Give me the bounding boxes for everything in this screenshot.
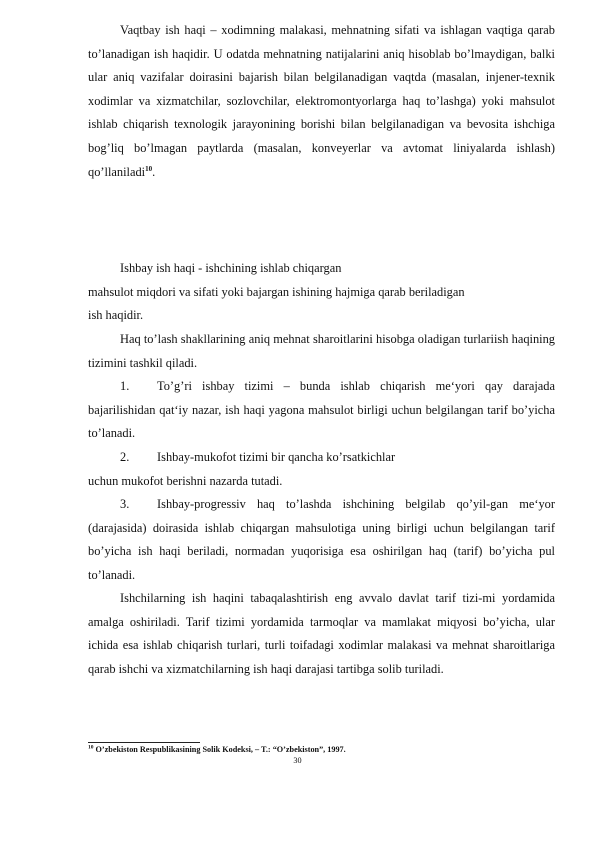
- list-item-2-line-1: [88, 446, 555, 470]
- list-item-1-text: To’g’ri ishbay tizimi – bunda ishlab chiqarish me‘yori qay darajada bajarilishidan qat‘iy nazar, ish haqi yagona mahsulot birligi uchun belgilangan tarif bo’yicha to’lanadi.: [88, 379, 555, 441]
- list-item-3-text: Ishbay-progressiv haq to’lashda ishchining belgilab qo’yil-gan me‘yor (darajasida) doirasida ishlab chiqargan mahsulotiga uning birligi uchun belgilangan tarif bo’yicha ish haqi beriladi, normadan yuqorisiga esa oshirilgan haq (tarif) bo’yicha pul to’lanadi.: [88, 497, 555, 582]
- list-item-2-text-line-1: Ishbay-mukofot tizimi bir qancha ko’rsatkichlar: [157, 450, 396, 464]
- paragraph-ishbay-line-3: ish haqidir.: [88, 308, 144, 323]
- footnote-divider: [88, 742, 200, 743]
- paragraph-vaqtbay-end: .: [152, 164, 156, 179]
- paragraph-ishbay-line-1: Ishbay ish haqi - ishchining ishlab chiqargan: [120, 261, 342, 275]
- list-item-1: [88, 375, 555, 446]
- paragraph-vaqtbay: [88, 19, 555, 184]
- footnote-number: 10: [88, 744, 94, 751]
- paragraph-haq-turlari: Haq to’lash shakllarining aniq mehnat sharoitlarini hisobga oladigan turlariish haqining tizimini tashkil qiladi.: [88, 332, 555, 370]
- footnote-text: O’zbekiston Respublikasining Solik Kodeksi, – T.: “O’zbekiston”, 1997.: [93, 745, 346, 754]
- list-item-2-line-2: uchun mukofot berishni nazarda tutadi.: [88, 473, 283, 488]
- paragraph-vaqtbay-text: Vaqtbay ish haqi – xodimning malakasi, mehnatning sifati va ishlagan vaqtiga qarab to’lanadigan ish haqidir. U odatda mehnatning natijalarini aniq hisoblab bo’lmaydigan, balki ular aniq vazifalar doirasini bajarish bilan belgilanadigan vaqtda (masalan, injener-texnik xodimlar va xizmatchilar, sozlovchilar, elektromontyorlarga haq to’lashga) yoki mahsulot ishlab chiqarish texnologik jarayonining borishi bilan belgilanadigan va bevosita ishchiga bog’liq bo’lmagan paytlarda (masalan, konveyerlar va avtomat liniyalarda ishlash) qo’llaniladi: [88, 23, 555, 179]
- paragraph-ishbay-line-2: mahsulot miqdori va sifati yoki bajargan ishining hajmiga qarab beriladigan: [88, 284, 465, 299]
- list-item-2-number: 2.: [120, 450, 130, 464]
- list-item-3: [88, 493, 555, 587]
- list-item-3-number: 3.: [120, 497, 130, 511]
- paragraph-tabaqalashtirish: Ishchilarning ish haqini tabaqalashtirish eng avvalo davlat tarif tizi-mi yordamida amalga oshiriladi. Tarif tizimi yordamida tarmoqlar va mamlakat miqyosi bo’yicha, ular ichida esa ishlab chiqarish turlari, turli toifadagi xodimlar malakasi va mehnat sharoitlariga qarab ishchi va xizmatchilarning ish haqi darajasi tartibga solib turiladi.: [88, 591, 555, 676]
- footnote: [88, 744, 555, 755]
- paragraph-ishbay: [88, 257, 555, 328]
- page-number: 30: [293, 756, 302, 765]
- list-item-1-number: 1.: [120, 379, 130, 393]
- list-item-2: [88, 446, 555, 493]
- footnote-reference: 10: [145, 164, 153, 173]
